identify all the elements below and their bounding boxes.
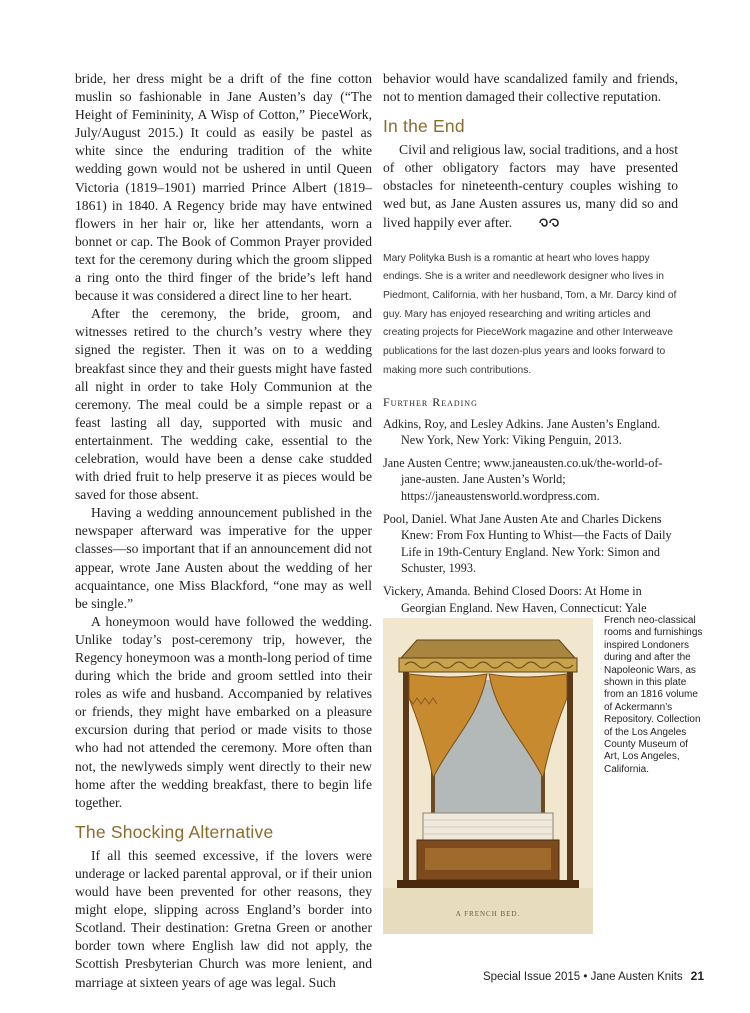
reference-item: Vickery, Amanda. Behind Closed Doors: At Home in Georgian England. New Haven, Connecticut: Yale xyxy=(383,583,647,615)
page-number: 21 xyxy=(690,969,704,983)
illustration-caption: French neo-classical rooms and furnishings inspired Londoners during and after the Napoleonic Wars, as shown in this plate from an 1816 volume of Ackermann’s Repository. Collection of the Los Angeles County Museum of Art, Los Angeles, California. xyxy=(604,615,703,775)
french-bed-plate xyxy=(383,618,593,934)
paragraph: bride, her dress might be a drift of the fine cotton muslin so fashionable in Jane Austen’s day (“The Height of Femininity, A Wisp of Cotton,” PieceWork, July/August 2015.) It could as easily be pastel as white since the enduring tradition of the white wedding gown would not be ushered in until Queen Victoria (1819–1901) married Prince Albert (1819–1861) in 1840. A Regency bride may have entwined flowers in her hair or, like her attendants, worn a bonnet or cap. The Book of Common Prayer provided text for the ceremony during which the groom slipped a ring onto the third finger of the bride’s left hand because it was considered a direct line to her heart. xyxy=(75,71,372,304)
paragraph xyxy=(383,141,678,233)
canopy-bed-illustration xyxy=(383,618,593,934)
further-reading-heading: Further Reading xyxy=(383,394,478,409)
paragraph: If all this seemed excessive, if the lovers were underage or lacked parental approval, or if their union would have been prevented for other reasons, they might elope, slipping across England’s border into Scotland. Their destination: Gretna Green or another border town where English law did not apply, the Scottish Presbyterian Church was more lenient, and marriage at sixteen years of age was legal. Such xyxy=(75,847,372,990)
page-footer xyxy=(483,969,704,983)
reference-item: Adkins, Roy, and Lesley Adkins. Jane Austen’s England. New York, New York: Viking Penguin, 2013. xyxy=(383,416,661,448)
paragraph: behavior would have scandalized family and friends, not to mention damaged their collective reputation. xyxy=(383,71,678,105)
end-ornament-icon xyxy=(522,216,562,234)
reference-item: Pool, Daniel. What Jane Austen Ate and Charles Dickens Knew: From Fox Hunting to Whist—the Facts of Daily Life in 19th-Century England. New York: Simon and Schuster, 1993. xyxy=(383,511,672,576)
reference-item: Jane Austen Centre; www.janeausten.co.uk/the-world-of-jane-austen. Jane Austen’s World; https://janeaustensworld.wordpress.com. xyxy=(383,455,663,503)
section-heading: The Shocking Alternative xyxy=(75,821,274,842)
author-bio: Mary Polityka Bush is a romantic at heart who loves happy endings. She is a writer and needlework designer who lives in Piedmont, California, with her husband, Tom, a Mr. Darcy kind of guy. Mary has enjoyed researching and writing articles and creating projects for PieceWork magazine and other Interweave publications for the last dozen-plus years and looks forward to making more such contributions. xyxy=(383,252,677,376)
paragraph: Having a wedding announcement published in the newspaper afterward was imperative for the upper classes—so important that if an announcement did not appear, wrote Jane Austen about the wedding of her acquaintance, one Miss Blackford, “one may as well be single.” xyxy=(75,505,372,611)
plate-label: A FRENCH BED. xyxy=(455,910,521,918)
right-column xyxy=(383,70,678,639)
issue-title: Special Issue 2015 • Jane Austen Knits xyxy=(482,971,683,983)
paragraph: A honeymoon would have followed the wedding. Unlike today’s post-ceremony trip, however, the Regency honeymoon was a month-long period of time during which the bride and groom settled into their roles as wife and husband. Accompanied by relatives or friends, they might have embarked on a pleasure excursion during that period or made visits to those who had not attended the ceremony. More often than not, the newlyweds simply went directly to their new home after the wedding breakfast, there to begin life together. xyxy=(75,613,372,810)
paragraph-text: Civil and religious law, social traditions, and a host of other obligatory factors may have presented obstacles for nineteenth-century couples wishing to wed but, as Jane Austen assures us, many did so and lived happily ever after. xyxy=(383,142,678,230)
left-column xyxy=(75,70,372,992)
section-heading: In the End xyxy=(383,116,465,137)
paragraph: After the ceremony, the bride, groom, and witnesses retired to the church’s vestry where they signed the register. Then it was on to a wedding breakfast since they and their guests might have fasted all night in order to take Holy Communion at the ceremony. The meal could be a simple repast or a feast lasting all day, supported with music and entertainment. The wedding cake, essential to the celebration, would have been a dense cake studded with dried fruit to help preserve it as pieces would be saved for those absent. xyxy=(75,306,372,503)
